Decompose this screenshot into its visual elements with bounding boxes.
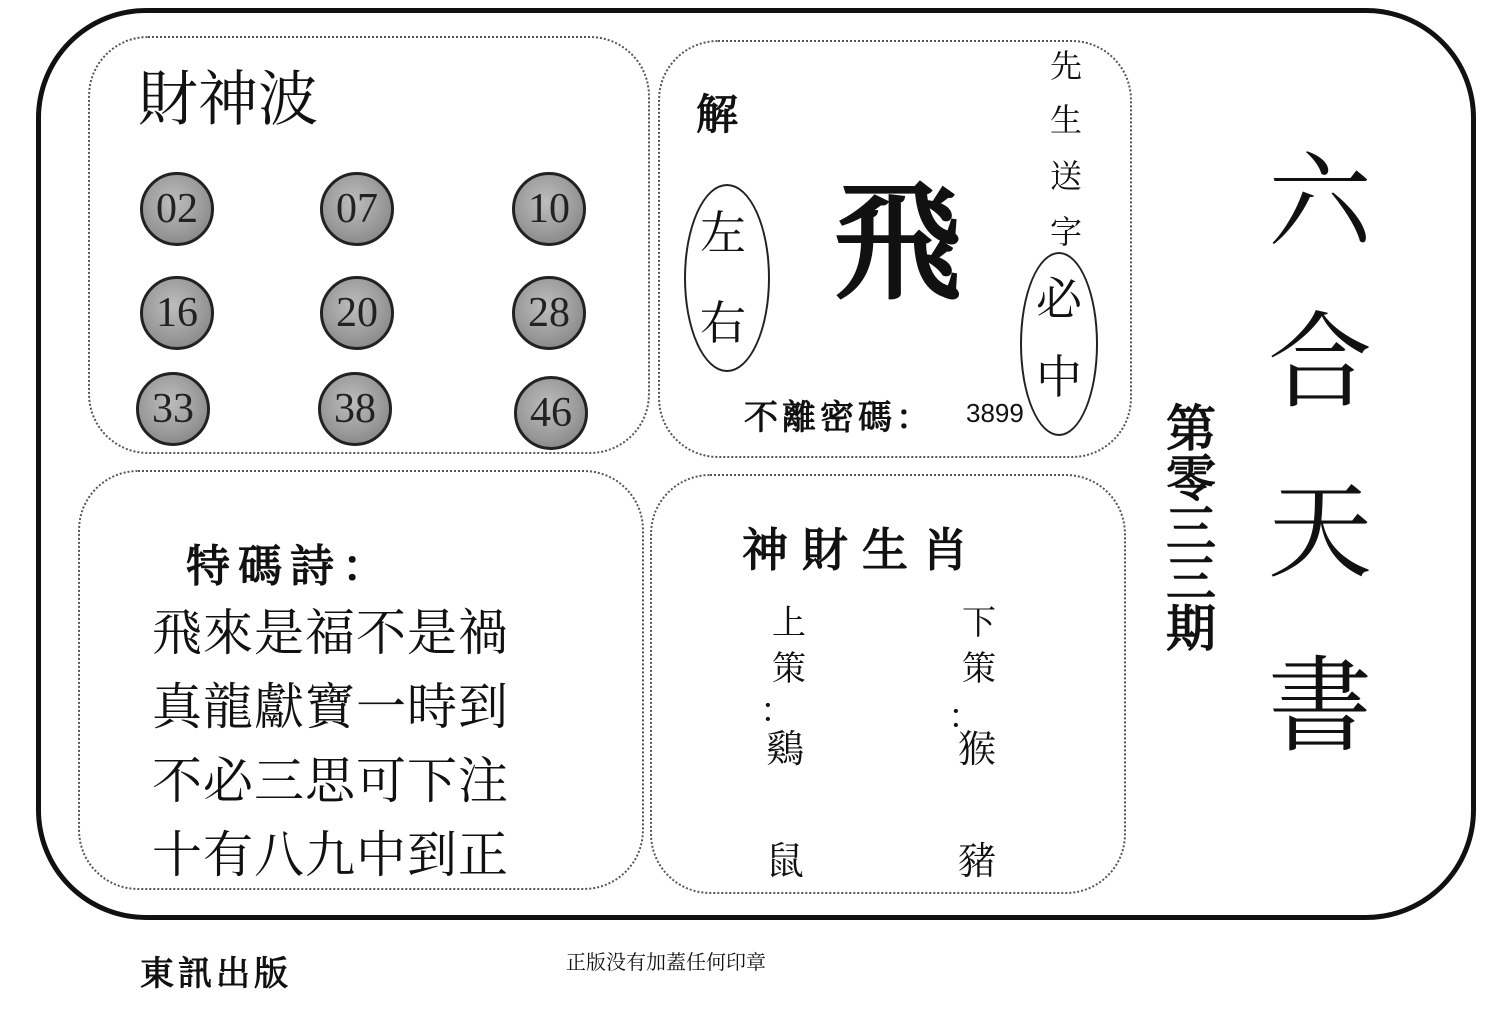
poem-title: 特碼詩： [186,541,394,592]
caishen-title: 財神波 [138,65,318,135]
upper-label-char: 策 [772,649,806,689]
upper-animal: 鷄 [766,727,805,771]
code-value: 3899 [966,398,1024,428]
lower-animal: 豬 [958,839,997,883]
bizhong-char: 中 [1036,350,1082,404]
number-ball: 10 [512,172,586,246]
side-title-char: 書 [1268,645,1373,767]
authenticity-note: 正版没有加蓋任何印章 [566,950,766,974]
number-ball: 28 [512,276,586,350]
sender-char: 先 [1050,47,1083,85]
sender-char: 字 [1050,213,1083,251]
side-title-char: 天 [1268,471,1373,593]
lower-label-char: 下 [962,603,996,643]
side-title-char: 六 [1268,141,1373,263]
shengxiao-title: 神財生肖 [742,523,982,577]
number-ball: 07 [320,172,394,246]
jie-label: 解 [696,90,739,139]
number-ball: 33 [136,372,210,446]
number-ball: 46 [514,376,588,450]
main-character: 飛 [834,169,963,318]
right-char: 右 [700,296,746,350]
side-title-char: 合 [1268,301,1373,423]
bizhong-char: 必 [1036,272,1082,326]
lower-label-char: ： [948,697,982,737]
number-ball: 16 [140,276,214,350]
code-label: 不離密碼： [744,398,934,438]
poem-line: 不必三思可下注 [152,752,509,810]
lower-animal: 猴 [958,727,997,771]
poem-line: 真龍獻寶一時到 [152,678,509,736]
issue-char: 第 [1166,400,1216,458]
number-ball: 38 [318,372,392,446]
issue-char: 零 [1166,450,1216,508]
number-ball: 20 [320,276,394,350]
number-ball: 02 [140,172,214,246]
issue-char: 期 [1166,600,1216,658]
issue-char: 三 [1166,500,1216,558]
upper-label-char: 上 [772,603,806,643]
lower-label-char: 策 [962,649,996,689]
publisher-label: 東訊出版 [140,954,292,994]
sender-char: 生 [1050,101,1083,139]
left-char: 左 [700,206,746,260]
poem-line: 十有八九中到正 [152,826,509,884]
sender-char: 送 [1050,157,1083,195]
upper-label-char: ： [760,691,794,731]
poem-line: 飛來是福不是禍 [152,604,509,662]
upper-animal: 鼠 [766,839,805,883]
issue-char: 三 [1166,550,1216,608]
